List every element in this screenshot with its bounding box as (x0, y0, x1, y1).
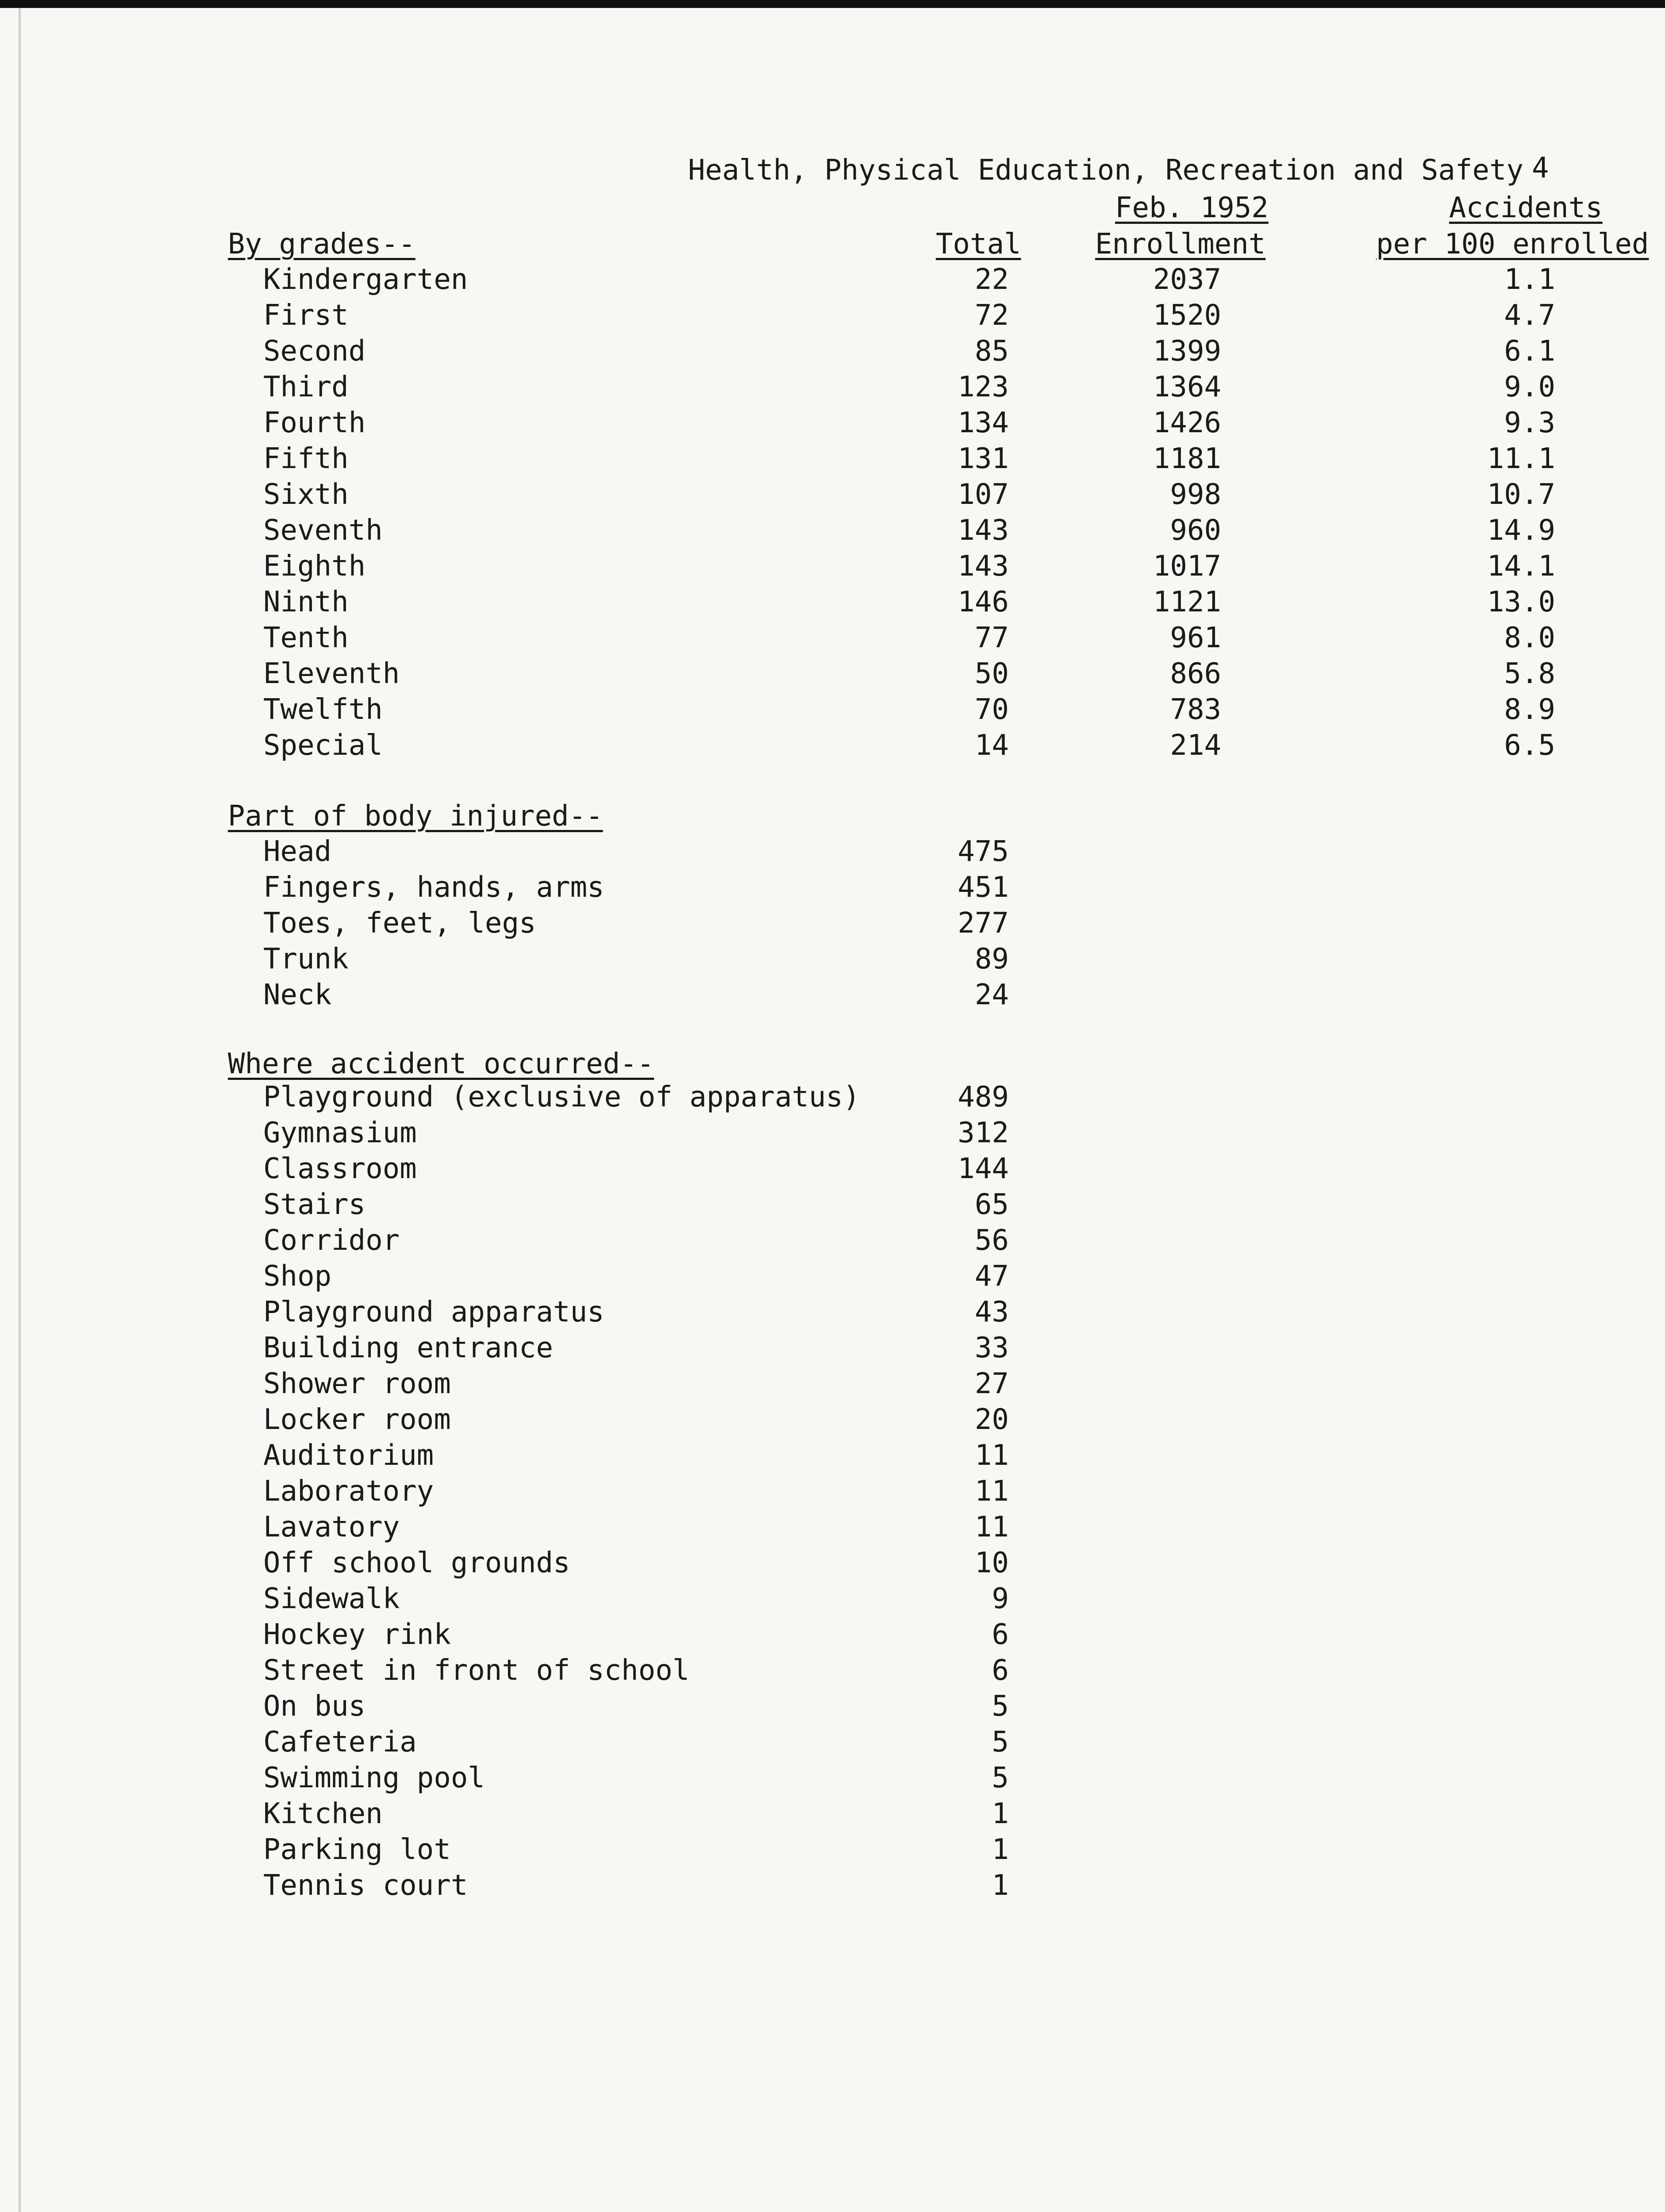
row-label: On bus (263, 1690, 366, 1723)
page-title: Health, Physical Education, Recreation and Safety (688, 154, 1524, 187)
row-enrollment: 961 (1170, 622, 1221, 654)
row-total: 22 (974, 263, 1009, 296)
row-total: 146 (957, 586, 1009, 618)
row-total: 77 (974, 622, 1009, 654)
row-label: Kindergarten (263, 263, 468, 296)
row-label: Third (263, 371, 349, 403)
row-total: 72 (974, 299, 1009, 332)
row-label: Playground (exclusive of apparatus) (263, 1081, 860, 1114)
column-header-total: Total (936, 228, 1021, 261)
row-rate: 8.9 (1504, 693, 1555, 726)
row-label: Playground apparatus (263, 1296, 604, 1329)
row-total: 107 (957, 478, 1009, 511)
row-label: Trunk (263, 943, 349, 975)
row-rate: 14.9 (1487, 514, 1555, 547)
row-enrollment: 783 (1170, 693, 1221, 726)
row-total: 33 (974, 1332, 1009, 1364)
row-total: 475 (957, 835, 1009, 868)
row-enrollment: 1121 (1153, 586, 1221, 618)
row-rate: 6.1 (1504, 335, 1555, 368)
row-total: 11 (974, 1511, 1009, 1544)
row-enrollment: 998 (1170, 478, 1221, 511)
row-enrollment: 866 (1170, 657, 1221, 690)
row-total: 56 (974, 1224, 1009, 1257)
row-total: 20 (974, 1403, 1009, 1436)
row-total: 27 (974, 1367, 1009, 1400)
row-total: 50 (974, 657, 1009, 690)
row-total: 6 (992, 1618, 1009, 1651)
row-rate: 11.1 (1487, 442, 1555, 475)
row-enrollment: 1520 (1153, 299, 1221, 332)
row-rate: 6.5 (1504, 729, 1555, 762)
column-header-accidents: Accidents (1449, 192, 1603, 224)
row-total: 5 (992, 1690, 1009, 1723)
row-label: Sidewalk (263, 1582, 400, 1615)
row-label: Fourth (263, 407, 366, 439)
row-label: Hockey rink (263, 1618, 451, 1651)
row-label: Stairs (263, 1188, 366, 1221)
row-enrollment: 2037 (1153, 263, 1221, 296)
row-label: Shower room (263, 1367, 451, 1400)
row-label: Gymnasium (263, 1117, 417, 1149)
section-heading-body-part: Part of body injured-- (228, 800, 603, 833)
row-rate: 9.0 (1504, 371, 1555, 403)
row-total: 6 (992, 1654, 1009, 1687)
row-enrollment: 1426 (1153, 407, 1221, 439)
column-header-feb-1952: Feb. 1952 (1115, 192, 1269, 224)
row-total: 70 (974, 693, 1009, 726)
row-enrollment: 960 (1170, 514, 1221, 547)
row-rate: 14.1 (1487, 550, 1555, 583)
row-label: Laboratory (263, 1475, 434, 1508)
column-header-enrollment: Enrollment (1095, 228, 1266, 261)
row-label: Special (263, 729, 383, 762)
row-label: Toes, feet, legs (263, 907, 536, 940)
row-total: 123 (957, 371, 1009, 403)
row-label: Lavatory (263, 1511, 400, 1544)
row-label: Street in front of school (263, 1654, 690, 1687)
row-total: 1 (992, 1833, 1009, 1866)
row-label: Fifth (263, 442, 349, 475)
row-label: Cafeteria (263, 1726, 417, 1759)
row-total: 11 (974, 1475, 1009, 1508)
row-total: 85 (974, 335, 1009, 368)
row-label: Neck (263, 979, 332, 1011)
row-total: 451 (957, 871, 1009, 904)
scan-top-edge (0, 0, 1665, 8)
row-label: Seventh (263, 514, 383, 547)
row-label: Tenth (263, 622, 349, 654)
row-total: 11 (974, 1439, 1009, 1472)
row-label: Kitchen (263, 1797, 383, 1830)
row-label: Parking lot (263, 1833, 451, 1866)
row-label: Building entrance (263, 1332, 554, 1364)
row-total: 134 (957, 407, 1009, 439)
row-label: Classroom (263, 1152, 417, 1185)
row-label: Swimming pool (263, 1762, 485, 1794)
section-heading-location: Where accident occurred-- (228, 1048, 654, 1080)
row-total: 489 (957, 1081, 1009, 1114)
row-enrollment: 1364 (1153, 371, 1221, 403)
row-label: Fingers, hands, arms (263, 871, 604, 904)
row-enrollment: 214 (1170, 729, 1221, 762)
row-total: 14 (974, 729, 1009, 762)
row-label: Shop (263, 1260, 332, 1293)
scan-left-edge (19, 8, 21, 2212)
row-label: Auditorium (263, 1439, 434, 1472)
row-label: First (263, 299, 349, 332)
row-total: 1 (992, 1869, 1009, 1902)
row-rate: 10.7 (1487, 478, 1555, 511)
row-total: 9 (992, 1582, 1009, 1615)
row-rate: 1.1 (1504, 263, 1555, 296)
row-rate: 4.7 (1504, 299, 1555, 332)
row-total: 1 (992, 1797, 1009, 1830)
row-total: 10 (974, 1547, 1009, 1579)
row-total: 24 (974, 979, 1009, 1011)
row-label: Locker room (263, 1403, 451, 1436)
row-label: Tennis court (263, 1869, 468, 1902)
row-enrollment: 1017 (1153, 550, 1221, 583)
row-enrollment: 1181 (1153, 442, 1221, 475)
row-total: 5 (992, 1762, 1009, 1794)
row-rate: 8.0 (1504, 622, 1555, 654)
row-total: 131 (957, 442, 1009, 475)
row-label: Second (263, 335, 366, 368)
page-number: 4 (1532, 152, 1549, 184)
column-header-per-100: per 100 enrolled (1376, 228, 1649, 261)
row-label: Off school grounds (263, 1547, 570, 1579)
row-total: 43 (974, 1296, 1009, 1329)
row-total: 65 (974, 1188, 1009, 1221)
row-total: 143 (957, 550, 1009, 583)
row-total: 89 (974, 943, 1009, 975)
row-label: Ninth (263, 586, 349, 618)
row-enrollment: 1399 (1153, 335, 1221, 368)
row-label: Head (263, 835, 332, 868)
row-rate: 5.8 (1504, 657, 1555, 690)
row-total: 312 (957, 1117, 1009, 1149)
row-rate: 9.3 (1504, 407, 1555, 439)
row-total: 47 (974, 1260, 1009, 1293)
row-label: Eighth (263, 550, 366, 583)
row-total: 5 (992, 1726, 1009, 1759)
row-label: Eleventh (263, 657, 400, 690)
row-label: Sixth (263, 478, 349, 511)
row-label: Twelfth (263, 693, 383, 726)
row-rate: 13.0 (1487, 586, 1555, 618)
row-label: Corridor (263, 1224, 400, 1257)
row-total: 144 (957, 1152, 1009, 1185)
section-heading-by-grades: By grades-- (228, 228, 415, 261)
row-total: 143 (957, 514, 1009, 547)
row-total: 277 (957, 907, 1009, 940)
